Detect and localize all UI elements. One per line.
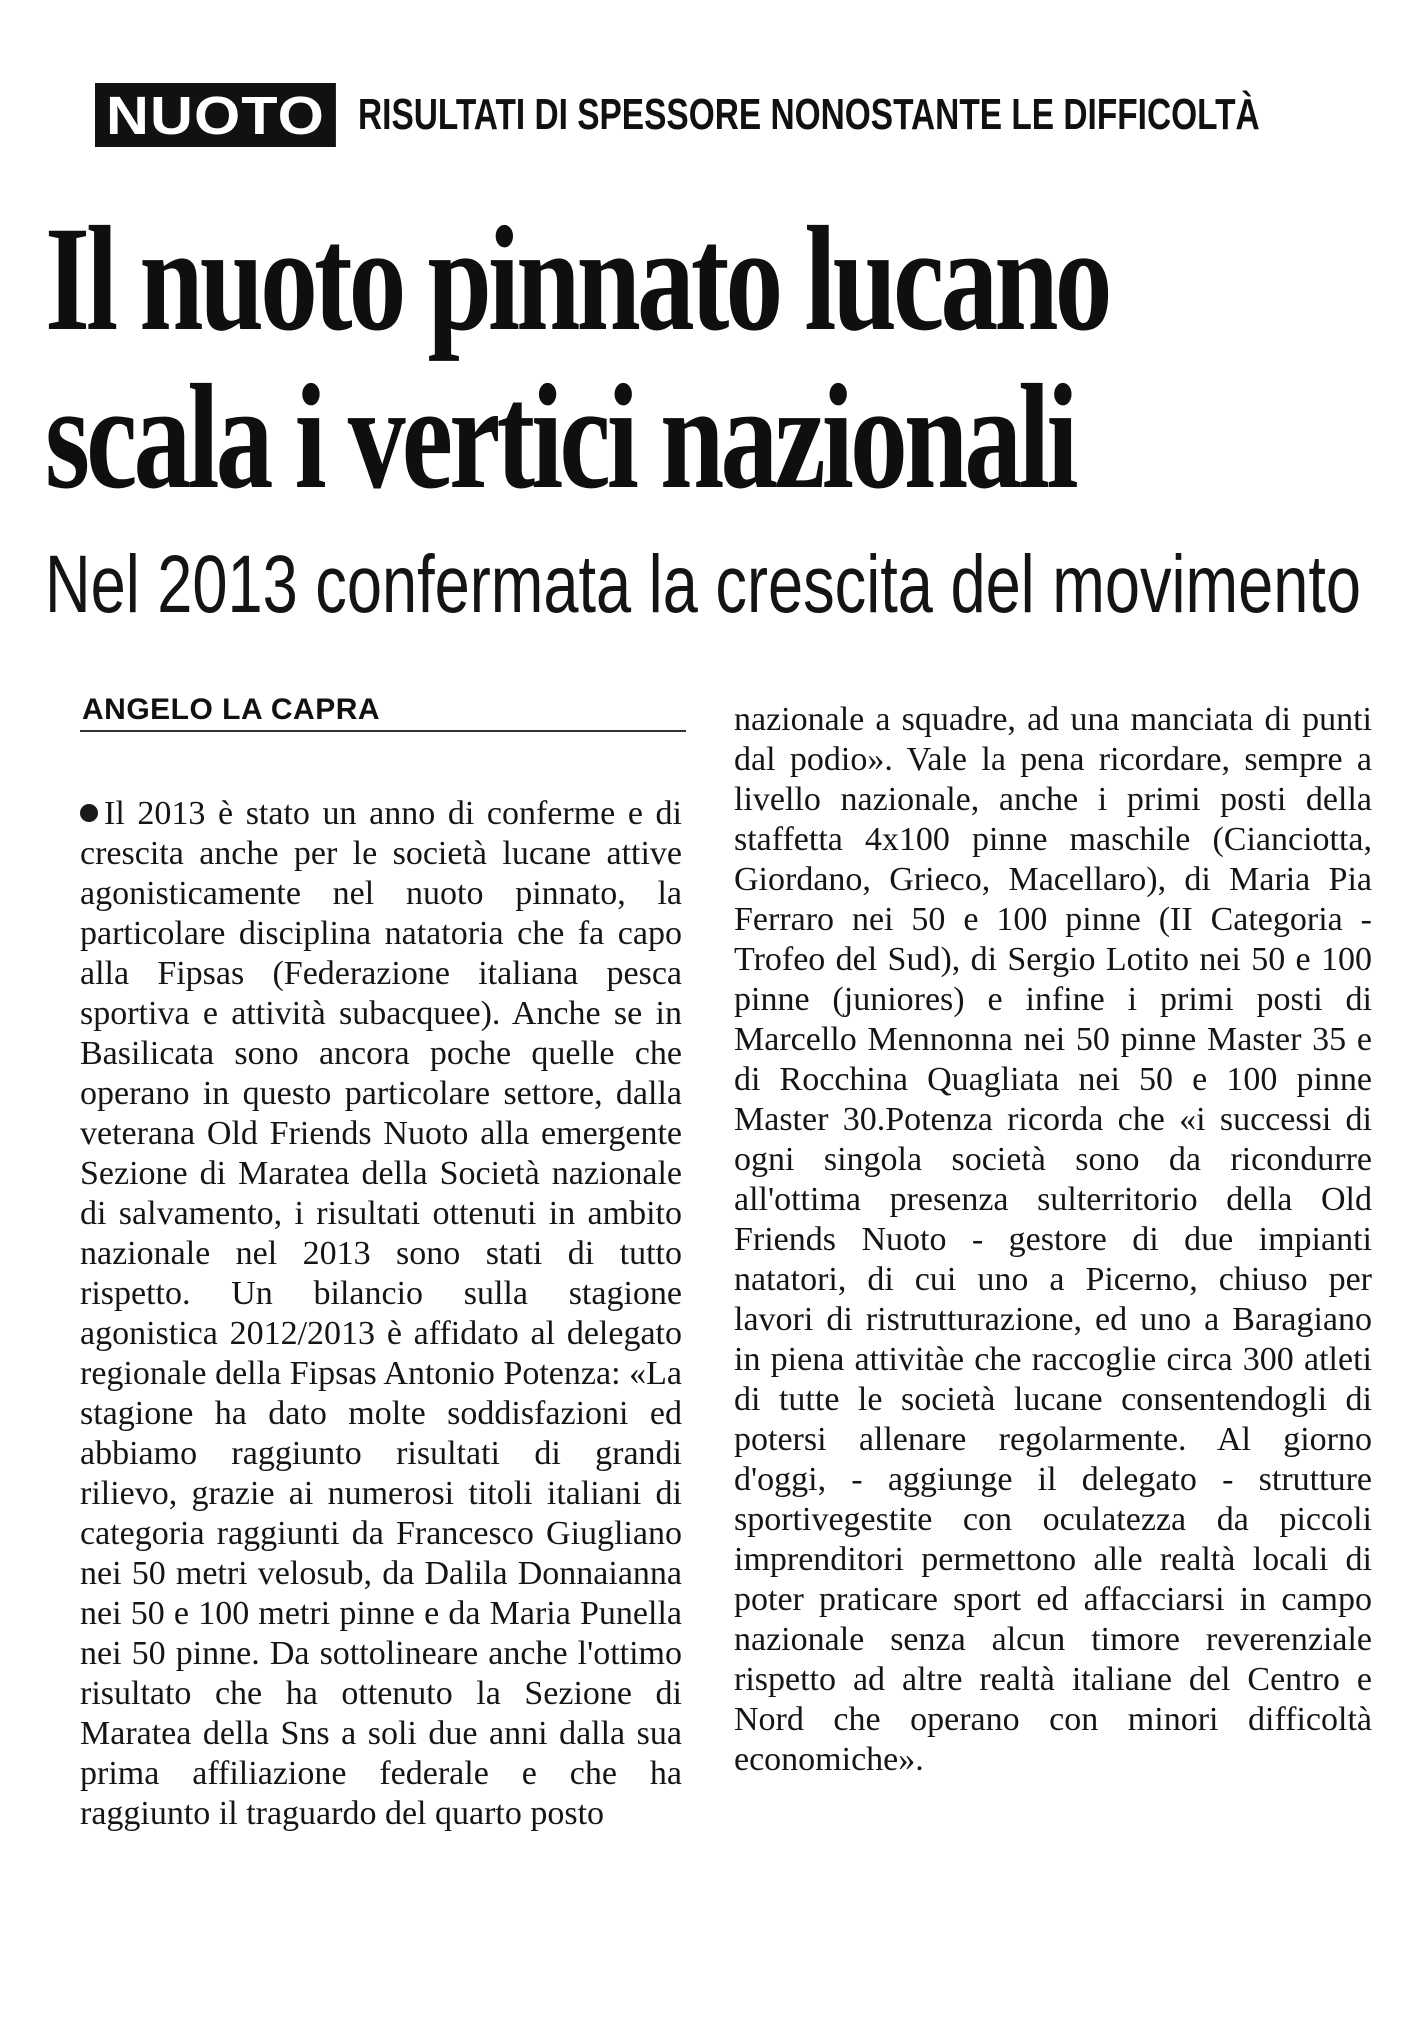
article-text-left: Il 2013 è stato un anno di conferme e di crescita anche per le società lucane attive agonisticamente nel nuoto pinnato, la particolare disciplina natatoria che fa capo alla Fipsas (Federazione italiana pesca sportiva e attività subacquee). Anche se in Basilicata sono ancora poche quelle che operano in questo particolare settore, dalla veterana Old Friends Nuoto alla emergente Sezione di Maratea della Società nazionale di salvamento, i risultati ottenuti in ambito nazionale nel 2013 sono stati di tutto rispetto. Un bilancio sulla stagione agonistica 2012/2013 è affidato al delegato regionale della Fipsas Antonio Potenza: «La stagione ha dato molte soddisfazioni ed abbiamo raggiunto risultati di grandi rilievo, grazie ai numerosi titoli italiani di categoria raggiunti da Francesco Giugliano nei 50 metri velosub, da Dalila Donnaianna nei 50 e 100 metri pinne e da Maria Punella nei 50 pinne. Da sottolineare anche l'ottimo risultato che ha ottenuto la Sezione di Maratea della Sns a soli due anni dalla sua prima affiliazione federale e che ha raggiunto il traguardo del quarto posto: [80, 795, 682, 1832]
subheadline: Nel 2013 confermata la crescita del movimento: [45, 539, 1362, 630]
article-column-right: [734, 700, 1372, 1780]
kicker: [95, 78, 1335, 152]
article-column-left: [80, 690, 682, 1834]
article-paragraph-left: [80, 794, 682, 1834]
headline: [45, 196, 1365, 520]
section-label: NUOTO: [95, 83, 336, 147]
kicker-text: RISULTATI DI SPESSORE NONOSTANTE LE DIFFICOLTÀ: [358, 90, 1260, 139]
byline: ANGELO LA CAPRA: [80, 690, 686, 732]
lead-bullet-icon: [80, 804, 98, 822]
article-text-right: nazionale a squadre, ad una manciata di punti dal podio». Vale la pena ricordare, sempre a livello nazionale, anche i primi posti della staffetta 4x100 pinne maschile (Cianciotta, Giordano, Grieco, Macellaro), di Maria Pia Ferraro nei 50 e 100 pinne (II Categoria - Trofeo del Sud), di Sergio Lotito nei 50 e 100 pinne (juniores) e infine i primi posti di Marcello Mennonna nei 50 pinne Master 35 e di Rocchina Quagliata nei 50 e 100 pinne Master 30.Potenza ricorda che «i successi di ogni singola società sono da ricondurre all'ottima presenza sulterritorio della Old Friends Nuoto - gestore di due impianti natatori, di cui uno a Picerno, chiuso per lavori di ristrutturazione, ed uno a Baragiano in piena attivitàe che raccoglie circa 300 atleti di tutte le società lucane consentendogli di potersi allenare regolarmente. Al giorno d'oggi, - aggiunge il delegato - strutture sportivegestite con oculatezza da piccoli imprenditori permettono alle realtà locali di poter praticare sport ed affacciarsi in campo nazionale senza alcun timore reverenziale rispetto ad altre realtà italiane del Centro e Nord che operano con minori difficoltà economiche».: [734, 701, 1372, 1778]
headline-line-2: scala i vertici nazionali: [45, 354, 1075, 520]
headline-line-1: Il nuoto pinnato lucano: [45, 196, 1109, 362]
